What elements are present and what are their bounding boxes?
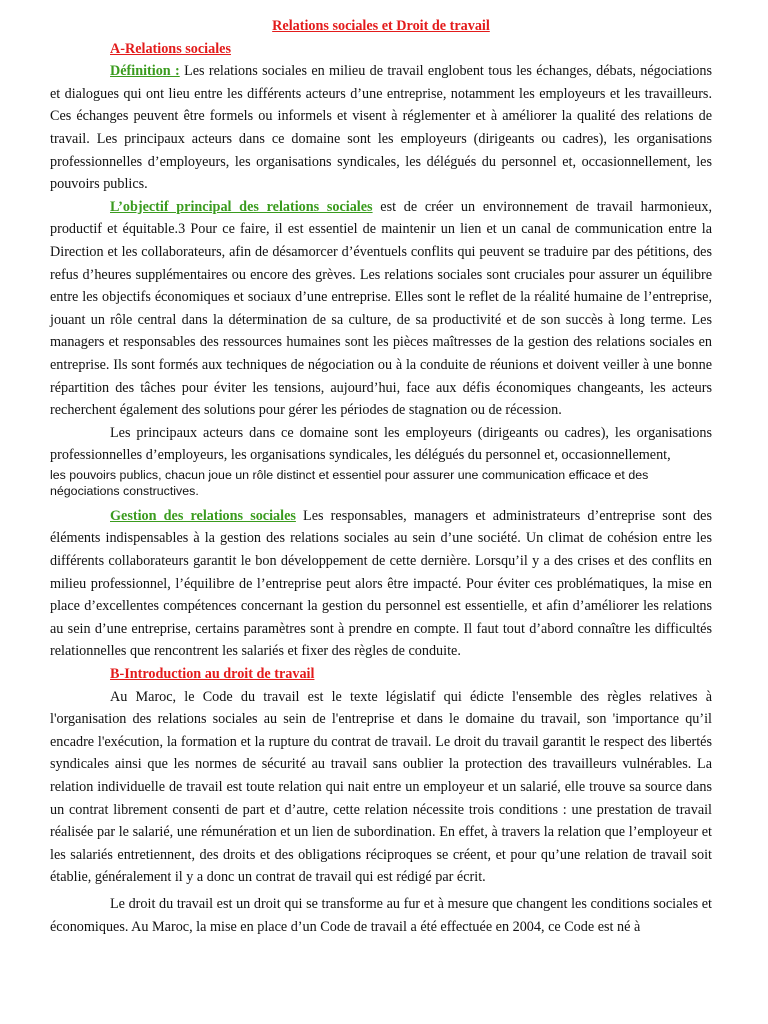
acteurs-continuation: les pouvoirs publics, chacun joue un rôle distinct et essentiel pour assurer une communication efficace et des négociations constructives. <box>50 467 649 498</box>
objectif-label: L’objectif principal des relations sociales <box>110 198 373 215</box>
droit-paragraph-2: Le droit du travail est un droit qui se transforme au fur et à mesure que changent les conditions sociales et économiques. Au Maroc, la mise en place d’un Code de travail a été effectuée en 2004, ce Code est né à <box>50 895 712 935</box>
objectif-text: est de créer un environnement de travail harmonieux, productif et équitable.3 Pour ce faire, il est essentiel de maintenir un lien et un canal de communication entre la Direction et les collaborateurs, afin de désamorcer d’éventuels conflits qui peuvent se traduire par des pétitions, des refus d’heures supplémentaires ou encore des grèves. Les relations sociales sont cruciales pour assurer un équilibre entre les objectifs économiques et sociaux d’une entreprise. Elles sont le reflet de la réalité humaine de l’entreprise, jouant un rôle central dans la détermination de sa culture, de sa productivité et de son succès à long terme. Les managers et responsables des ressources humaines sont les pièces maîtresses de la gestion des relations sociales en entreprise. Ils sont formés aux techniques de négociation ou à la conduite de réunions et doivent veiller à une bonne répartition des tâches pour éviter les tensions, aujourd’hui, face aux défis économiques changeants, les acteurs recherchent également des solutions pour gérer les périodes de stagnation ou de récession. <box>50 198 712 419</box>
gestion-paragraph <box>50 505 712 663</box>
definition-text: Les relations sociales en milieu de travail englobent tous les échanges, débats, négociations et dialogues qui ont lieu entre les différents acteurs d’une entreprise, notamment les employeurs et les travailleurs. Ces échanges peuvent être formels ou informels et visent à réglementer et à améliorer la qualité des relations de travail. Les principaux acteurs dans ce domaine sont les employeurs (dirigeants ou cadres), les organisations professionnelles d’employeurs, les organisations syndicales, les délégués du personnel et, occasionnellement, les pouvoirs publics. <box>50 63 712 193</box>
droit-paragraph-1: Au Maroc, le Code du travail est le texte législatif qui édicte l'ensemble des règles relatives à l'organisation des relations sociales au sein de l'entreprise et dans le domaine du travail, son 'importance qu’il encadre l'exécution, la formation et la rupture du contrat de travail. Le droit du travail garantit le respect des libertés syndicales ainsi que les normes de sécurité au travail sans oublier la protection des travailleurs vulnérables. La relation individuelle de travail est toute relation qui nait entre un employeur et un salarié, elle trouve sa source dans un contrat librement consenti de part et d’autre, cette relation nécessite trois conditions : une prestation de travail réalisée par le salarié, une rémunération et un lien de subordination. En effet, à travers la relation que l’employeur et les salariés entretiennent, des droits et des obligations réciproques se créent, et pour qu’une relation de travail soit établie, généralement il y a donc un contrat de travail qui est rédigé par écrit. <box>50 688 712 886</box>
gestion-text: Les responsables, managers et administrateurs d’entreprise sont des éléments indispensables à la gestion des relations sociales au sein d’une société. Un climat de cohésion entre les différents collaborateurs garantit le bon développement de cette dernière. Lorsqu’il y a des crises et des conflits en milieu professionnel, l’équilibre de l’entreprise peut alors être impacté. Pour éviter ces problématiques, la mise en place d’excellentes compétences concernant la gestion du personnel est essentielle, et afin d’améliorer les relations au sein d’une entreprise, certains paramètres sont à prendre en compte. Il faut tout d’abord connaître les difficultés relationnelles que rencontrent les salariés et fixer des règles de conduite. <box>50 507 712 660</box>
page-title: Relations sociales et Droit de travail <box>272 18 490 34</box>
gestion-label: Gestion des relations sociales <box>110 507 296 524</box>
section-a-heading: A-Relations sociales <box>110 40 231 57</box>
acteurs-paragraph: Les principaux acteurs dans ce domaine sont les employeurs (dirigeants ou cadres), les organisations professionnelles d’employeurs, les organisations syndicales, les délégués du personnel et, occasionnellement, <box>50 424 712 464</box>
objectif-paragraph <box>50 196 712 422</box>
section-b-heading: B-Introduction au droit de travail <box>110 666 315 683</box>
definition-paragraph <box>50 60 712 196</box>
definition-label: Définition : <box>110 63 180 80</box>
